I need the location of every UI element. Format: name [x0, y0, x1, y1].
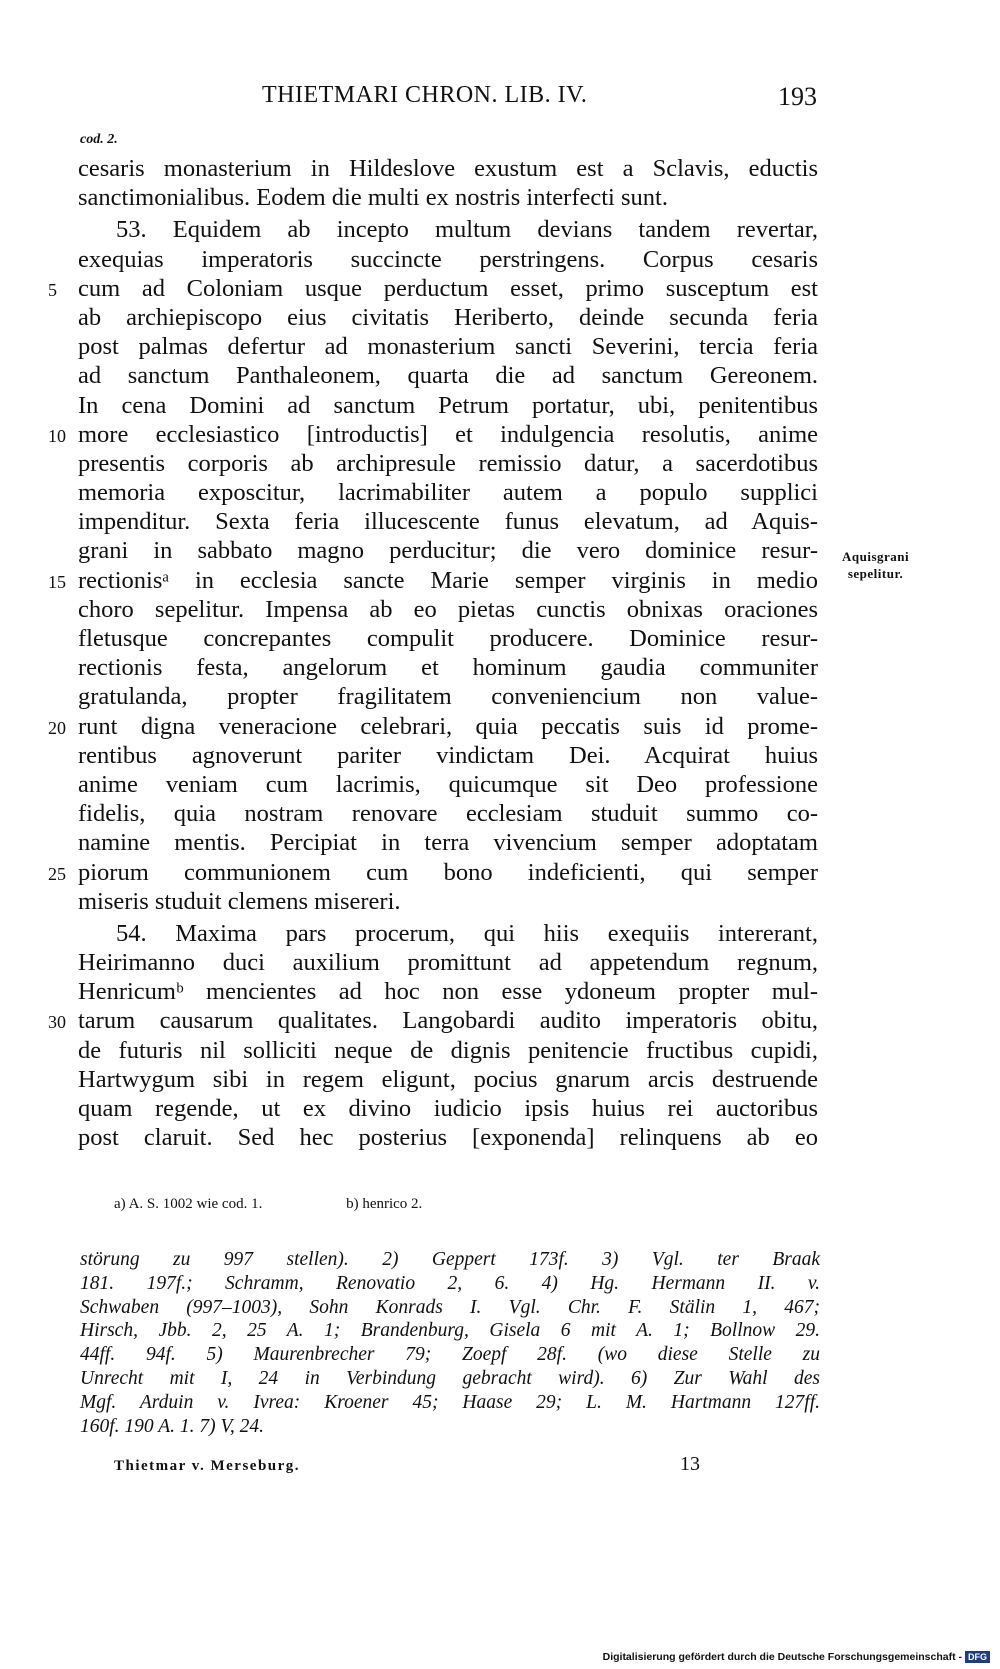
- line-text: 53. Equidem ab incepto multum devians tandem revertar,: [116, 216, 818, 244]
- text-line: [78, 1036, 818, 1065]
- text-line: [78, 154, 818, 183]
- text-line: [78, 653, 818, 682]
- line-text: quam regende, ut ex divino iudicio ipsis huius rei auctoribus: [78, 1095, 818, 1122]
- text-line: [78, 449, 818, 478]
- line-text: exequias imperatoris succincte perstringens. Corpus cesaris: [78, 245, 818, 273]
- running-title: THIETMARI CHRON. LIB. IV.: [262, 82, 588, 108]
- text-line: [78, 478, 818, 507]
- text-line: [78, 741, 818, 770]
- apparatus-note: b) henrico 2.: [346, 1196, 423, 1212]
- line-text: piorum communionem cum bono indeficienti, qui semper: [78, 858, 818, 886]
- text-line: [78, 245, 818, 274]
- footnote-line: 44ff. 94f. 5) Maurenbrecher 79; Zoepf 28f. (wo diese Stelle zu: [80, 1344, 820, 1366]
- line-number: 10: [48, 425, 66, 446]
- text-line: [78, 183, 818, 212]
- apparatus-note: a) A. S. 1002 wie cod. 1.: [114, 1196, 263, 1212]
- line-text: more ecclesiastico [introductis] et indulgencia resolutis, anime: [78, 420, 818, 448]
- line-number: 30: [48, 1012, 66, 1033]
- footnote-line: 181. 197f.; Schramm, Renovatio 2, 6. 4) Hg. Hermann II. v.: [80, 1272, 820, 1294]
- text-line: [78, 391, 818, 420]
- text-line: [78, 1094, 818, 1123]
- digitization-credit: [603, 1651, 990, 1663]
- line-text: post claruit. Sed hec posterius [exponenda] relinquens ab eo: [78, 1124, 818, 1152]
- line-number: 15: [48, 571, 66, 592]
- line-text: miseris studuit clemens misereri.: [78, 887, 401, 915]
- text-line: [78, 770, 818, 799]
- text-line: [78, 595, 818, 624]
- line-text: 54. Maxima pars procerum, qui hiis exequiis intererant,: [116, 919, 818, 947]
- footnote-line: Unrecht mit I, 24 in Verbindung gebracht wird). 6) Zur Wahl des: [80, 1367, 820, 1389]
- line-text: anime veniam cum lacrimis, quicumque sit Deo professione: [78, 770, 818, 798]
- text-line: [78, 977, 818, 1006]
- text-line: [78, 215, 818, 244]
- text-line: [78, 624, 818, 653]
- line-text: ab archiepiscopo eius civitatis Heriberto, deinde secunda feria: [78, 303, 818, 331]
- line-text: rectionisᵃ in ecclesia sancte Marie semper virginis in medio: [78, 566, 818, 594]
- text-line: [78, 948, 818, 977]
- text-line: [78, 1065, 818, 1094]
- page-number: 193: [778, 82, 817, 111]
- apparatus: [114, 1196, 502, 1213]
- line-text: impenditur. Sexta feria illucescente funus elevatum, ad Aquis-: [78, 508, 818, 536]
- margin-note-line: Aquisgrani: [842, 549, 910, 564]
- line-text: presentis corporis ab archipresule remissio datur, a sacerdotibus: [78, 449, 818, 477]
- line-text: In cena Domini ad sanctum Petrum portatur, ubi, penitentibus: [78, 391, 818, 419]
- line-number: 20: [48, 717, 66, 738]
- text-line: [78, 536, 818, 565]
- footnotes: [80, 1248, 820, 1438]
- signature-text: Thietmar v. Merseburg.: [114, 1458, 301, 1474]
- text-line: [78, 799, 818, 828]
- line-text: gratulanda, propter fragilitatem conveniencium non value-: [78, 683, 818, 711]
- text-line: [78, 682, 818, 711]
- line-text: fletusque concrepantes compulit producere. Dominice resur-: [78, 625, 818, 652]
- text-line: [78, 919, 818, 948]
- footnote-line: Mgf. Arduin v. Ivrea: Kroener 45; Haase 29; L. M. Hartmann 127ff.: [80, 1391, 820, 1413]
- line-text: de futuris nil solliciti neque de dignis penitencie fructibus cupidi,: [78, 1036, 818, 1064]
- margin-note-line: sepelitur.: [847, 566, 904, 581]
- footnote-line: Schwaben (997–1003), Sohn Konrads I. Vgl. Chr. F. Stälin 1, 467;: [80, 1296, 820, 1318]
- text-line: [48, 1006, 818, 1035]
- line-number: 5: [48, 279, 57, 300]
- line-text: fidelis, quia nostram renovare ecclesiam studuit summo co-: [78, 800, 818, 828]
- line-text: choro sepelitur. Impensa ab eo pietas cunctis obnixas oraciones: [78, 595, 818, 623]
- signature-number: 13: [680, 1453, 700, 1475]
- line-text: Heirimanno duci auxilium promittunt ad appetendum regnum,: [78, 949, 818, 977]
- footnote-line: störung zu 997 stellen). 2) Geppert 173f. 3) Vgl. ter Braak: [80, 1249, 820, 1270]
- text-line: [78, 303, 818, 332]
- margin-note: [842, 548, 909, 582]
- line-text: namine mentis. Percipiat in terra vivencium semper adoptatam: [78, 829, 818, 857]
- text-line: [48, 858, 818, 887]
- running-header: [0, 78, 1000, 118]
- line-text: sanctimonialibus. Eodem die multi ex nostris interfecti sunt.: [78, 184, 668, 212]
- line-text: ad sanctum Panthaleonem, quarta die ad sanctum Gereonem.: [78, 362, 818, 390]
- footnote-line: Hirsch, Jbb. 2, 25 A. 1; Brandenburg, Gisela 6 mit A. 1; Bollnow 29.: [80, 1320, 820, 1342]
- line-text: runt digna veneracione celebrari, quia peccatis suis id prome-: [78, 712, 818, 740]
- line-text: cesaris monasterium in Hildeslove exustum est a Sclavis, eductis: [78, 155, 818, 182]
- line-text: memoria exposcitur, lacrimabiliter autem a populo supplici: [78, 479, 818, 507]
- text-line: [78, 332, 818, 361]
- text-line: [48, 712, 818, 741]
- text-line: [48, 420, 818, 449]
- text-line: [78, 507, 818, 536]
- line-text: post palmas defertur ad monasterium sancti Severini, tercia feria: [78, 333, 818, 361]
- line-number: 25: [48, 863, 66, 884]
- line-text: rectionis festa, angelorum et hominum gaudia communiter: [78, 654, 818, 682]
- codex-note: cod. 2.: [80, 132, 118, 147]
- main-text: [48, 154, 818, 1152]
- text-line: [48, 274, 818, 303]
- credit-text: Digitalisierung gefördert durch die Deutsche Forschungsgemeinschaft -: [602, 1651, 962, 1663]
- line-text: rentibus agnoverunt pariter vindictam Dei. Acquirat huius: [78, 741, 818, 769]
- line-text: cum ad Coloniam usque perductum esset, primo susceptum est: [78, 274, 818, 302]
- line-text: tarum causarum qualitates. Langobardi audito imperatoris obitu,: [78, 1007, 818, 1035]
- text-line: [78, 1123, 818, 1152]
- line-text: grani in sabbato magno perducitur; die vero dominice resur-: [78, 537, 818, 565]
- text-line: [78, 828, 818, 857]
- line-text: Hartwygum sibi in regem eligunt, pocius gnarum arcis destruende: [78, 1065, 818, 1093]
- footnote-line: 160f. 190 A. 1. 7) V, 24.: [80, 1415, 264, 1437]
- text-line: [78, 361, 818, 390]
- text-line: [78, 887, 818, 916]
- text-line: [48, 566, 818, 595]
- dfg-logo: DFG: [965, 1651, 990, 1663]
- line-text: Henricumᵇ mencientes ad hoc non esse ydoneum propter mul-: [78, 978, 818, 1006]
